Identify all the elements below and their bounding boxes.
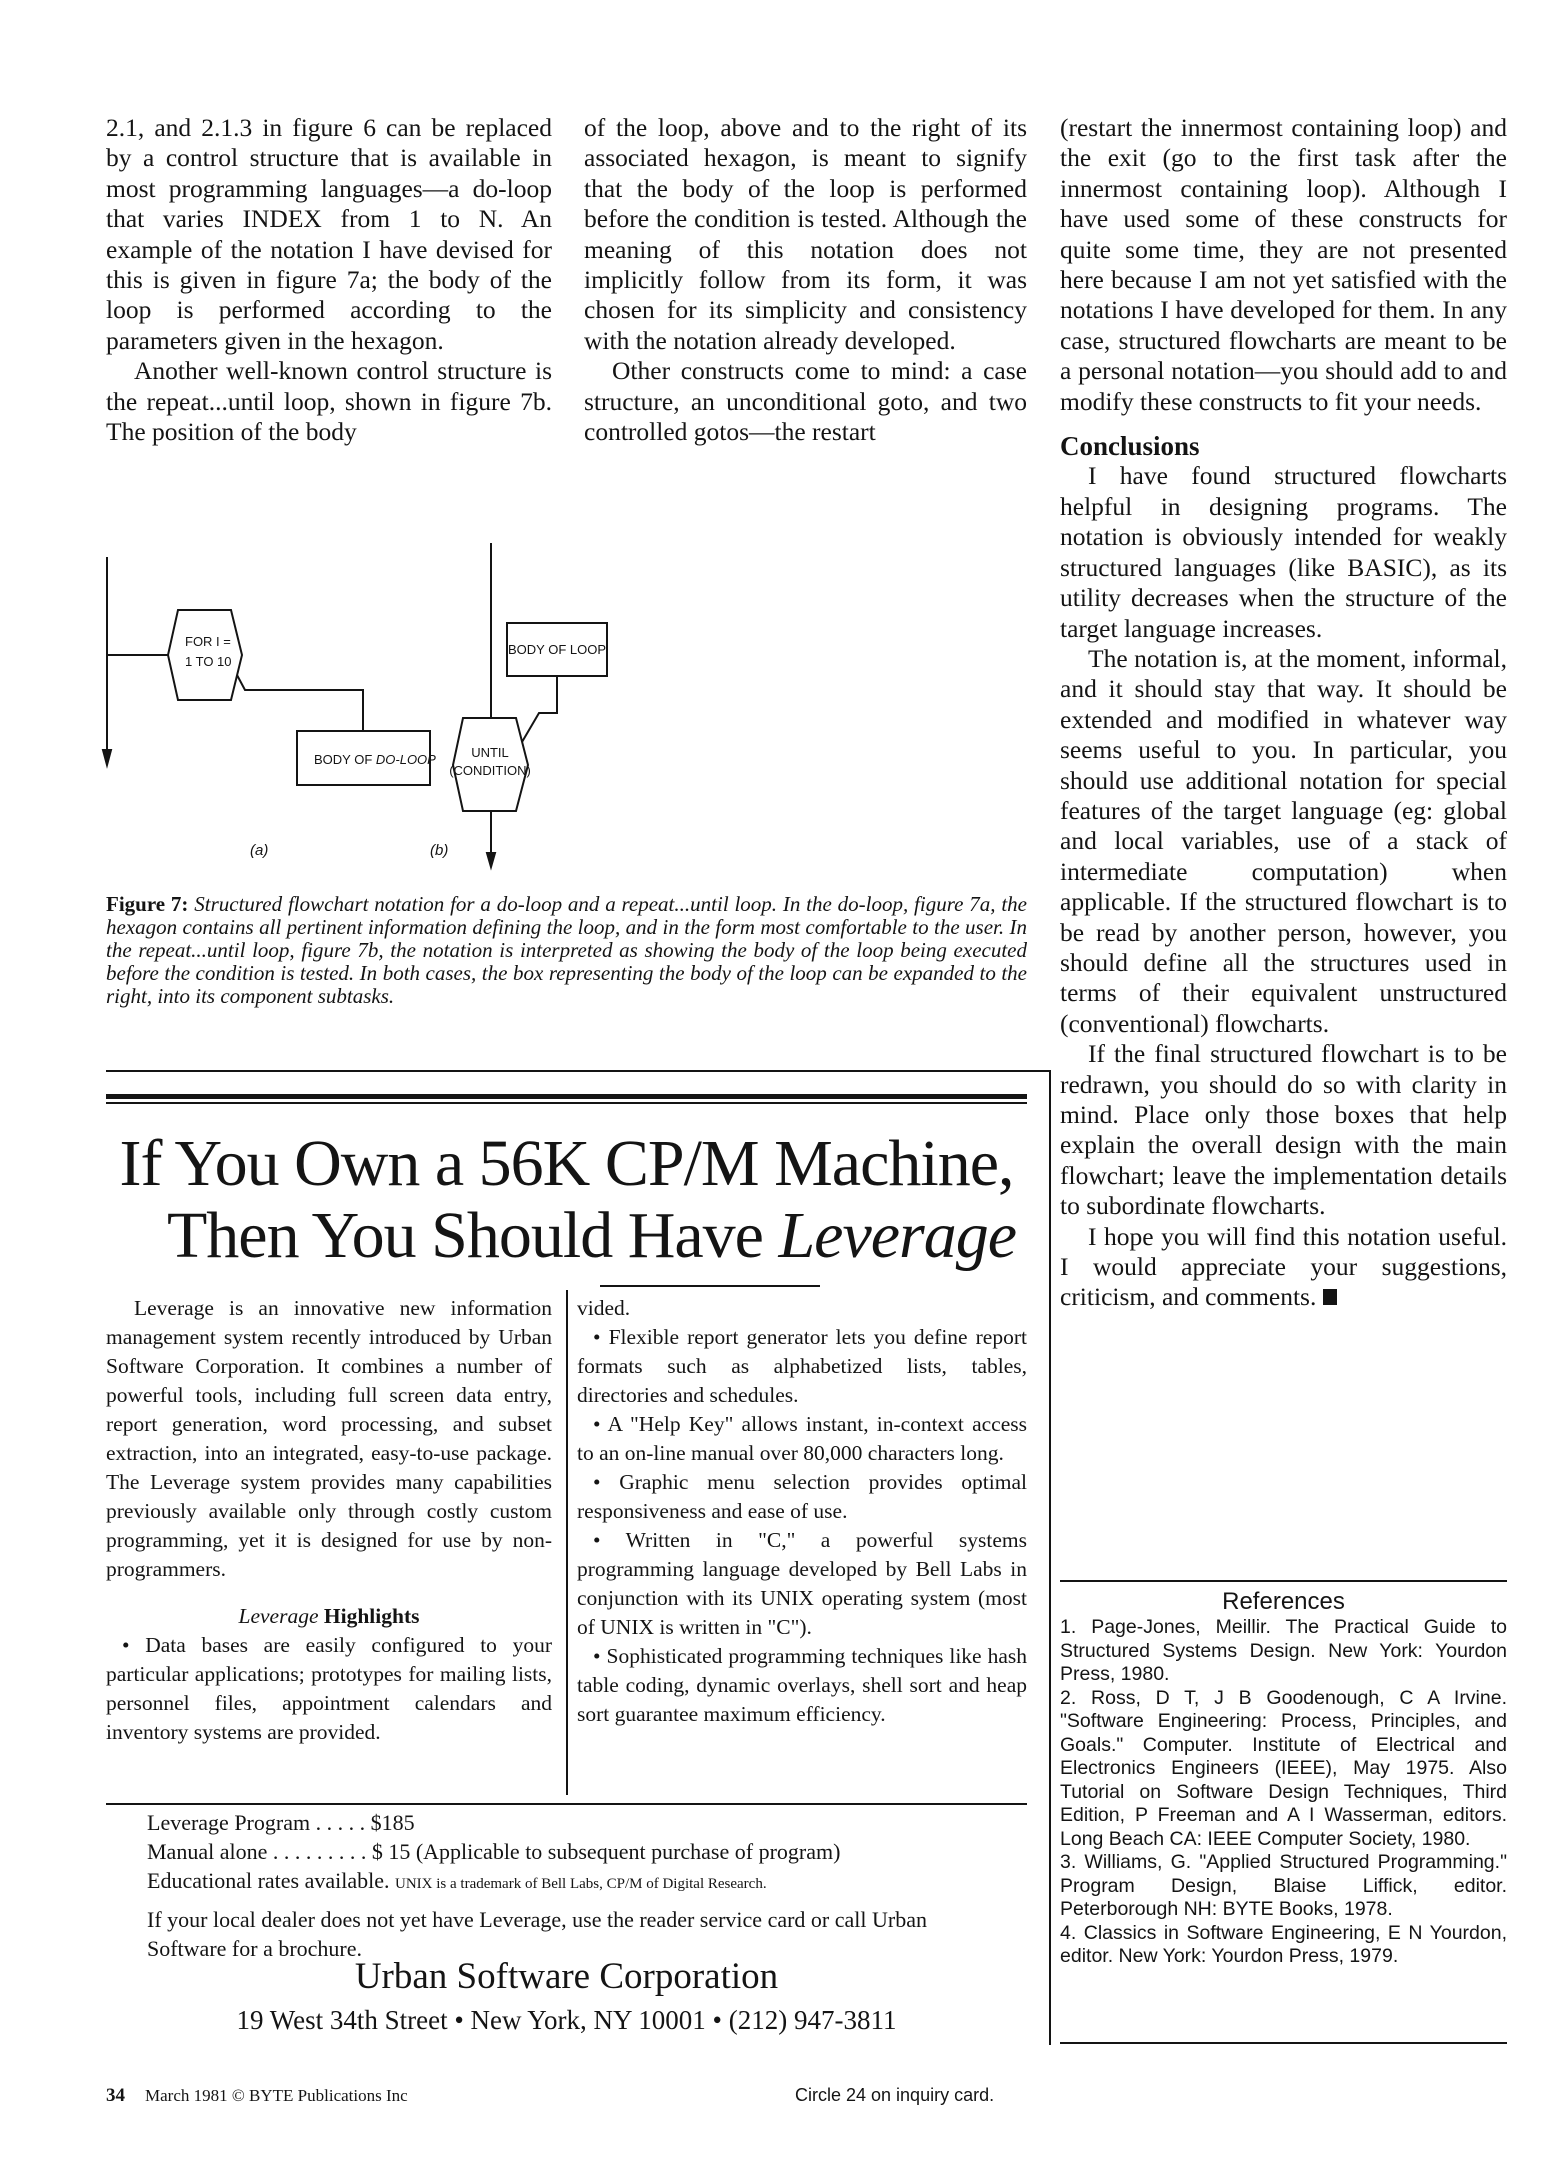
bullet: • Data bases are easily configured to your particular applications; prototypes for mailing lists, personnel files, appointment calendars and inventory systems are provided. xyxy=(106,1633,552,1744)
ad-column-2 xyxy=(577,1294,1027,1729)
page-number: 34 xyxy=(106,2085,125,2106)
paragraph xyxy=(1060,1222,1507,1313)
paragraph: Other constructs come to mind: a case structure, an unconditional goto, and two controlled gotos—the restart xyxy=(584,356,1027,447)
references-title: References xyxy=(1222,1588,1345,1615)
end-mark-icon xyxy=(1323,1289,1337,1305)
divider xyxy=(1060,2042,1507,2044)
article-column-3 xyxy=(1060,113,1507,1313)
ad-intro: Leverage is an innovative new information management system recently introduced by Urban Software Corporation. It combines a number of powerful tools, including full screen data entry, report generation, word processing, and subset extraction, into an integrated, easy-to-use package. The Leverage system provides many capabilities previously available only through costly custom programming, yet it is designed for use by non-programmers. xyxy=(106,1296,552,1581)
paragraph: The notation is, at the moment, informal, and it should stay that way. It should be extended and modified in whatever way seems useful to you. In particular, you should use additional notation for special features of the target language (eg: global and local variables, use of a stack of intermediate computation) when applicable. If the structured flowchart is to be read by another person, however, you should define all the structures used in terms of their equivalent unstructured (conventional) flowcharts. xyxy=(1060,643,1507,1038)
bullet: • Graphic menu selection provides optimal responsiveness and ease of use. xyxy=(577,1470,1027,1523)
paragraph: 2.1, and 2.1.3 in figure 6 can be replaced by a control structure that is available in most programming languages—a do-loop that varies INDEX from 1 to N. An example of the notation I have devised for this is given in figure 7a; the body of the loop is performed according to the parameters given in the hexagon. xyxy=(106,113,552,355)
bullet: • Sophisticated programming techniques like hash table coding, dynamic overlays, shell sort and heap sort guarantee maximum efficiency. xyxy=(577,1644,1027,1726)
ad-headline xyxy=(106,1128,1027,1272)
divider xyxy=(600,1285,820,1287)
highlights-heading: Leverage Highlights xyxy=(238,1604,420,1628)
reference-item: 1. Page-Jones, Meillir. The Practical Guide to Structured Systems Design. New York: Yourdon Press, 1980. xyxy=(1060,1616,1507,1685)
paragraph: Another well-known control structure is the repeat...until loop, shown in figure 7b. The position of the body xyxy=(106,356,552,447)
section-heading: Conclusions xyxy=(1060,431,1200,462)
headline-line2: Then You Should Have Leverage xyxy=(166,1199,1017,1272)
divider xyxy=(106,1070,1051,1072)
hex-a-line1: FOR I = xyxy=(185,634,231,649)
paragraph: If the final structured flowchart is to be redrawn, you should do so with clarity in mind. Place only those boxes that help explain the overall design with the main flowchart; leave the implementation details to subordinate flowcharts. xyxy=(1060,1039,1507,1221)
ad-top-rule xyxy=(106,1094,1027,1099)
bullet: • Flexible report generator lets you define report formats such as alphabetized lists, tables, directories and schedules. xyxy=(577,1325,1027,1407)
price-manual: Manual alone . . . . . . . . . $ 15 (Applicable to subsequent purchase of program) xyxy=(147,1839,841,1864)
label-b: (b) xyxy=(430,842,449,859)
flow-line xyxy=(237,675,363,731)
ad-top-rule xyxy=(106,1102,1027,1104)
caption-text: Structured flowchart notation for a do-loop and a repeat...until loop. In the do-loop, figure 7a, the hexagon contains all pertinent information defining the loop, and in the form most comfortable to the user. In the repeat...until loop, figure 7b, the notation is interpreted as showing the body of the loop being executed before the condition is tested. In both cases, the box representing the body of the loop can be expanded to the right, into its component subtasks. xyxy=(106,892,1027,1008)
figure-caption xyxy=(106,893,1027,1008)
paragraph: of the loop, above and to the right of its associated hexagon, is meant to signify that the body of the loop is performed before the condition is tested. Although the meaning of this notation does not implicitly follow from its form, it was chosen for its simplicity and consistency with the notation already developed. xyxy=(584,113,1027,355)
references xyxy=(1060,1588,1507,1969)
bullet-continued: vided. xyxy=(577,1296,631,1320)
box-a-label: BODY OF DO-LOOP xyxy=(314,752,436,767)
paragraph: I have found structured flowcharts helpful in designing programs. The notation is obviously intended for weakly structured languages (like BASIC), as its utility decreases when the structure of the target language increases. xyxy=(1060,461,1507,643)
hex-b-line1: UNTIL xyxy=(471,745,509,760)
divider xyxy=(1049,1070,1051,2045)
ad-column-1 xyxy=(106,1294,552,1747)
bullet: • Written in "C," a powerful systems programming language developed by Bell Labs in conjunction with its UNIX operating system (most of UNIX is written in "C"). xyxy=(577,1528,1027,1639)
headline-line1: If You Own a 56K CP/M Machine, xyxy=(119,1127,1014,1200)
bullet: • A "Help Key" allows instant, in-context access to an on-line manual over 80,000 characters long. xyxy=(577,1412,1027,1465)
figure-7-diagram xyxy=(100,520,1050,880)
arrow-down-icon xyxy=(487,853,495,867)
paragraph: (restart the innermost containing loop) and the exit (go to the first task after the innermost containing loop). Although I have used some of these constructs for quite some time, they are not presented here because I am not yet satisfied with the notations I have developed for them. In any case, structured flowcharts are meant to be a personal notation—you should add to and modify these constructs to fit your needs. xyxy=(1060,113,1507,416)
reference-item: 2. Ross, D T, J B Goodenough, C A Irvine. "Software Engineering: Process, Principles, and Goals." Computer. Institute of Electrical and Electronics Engineers (IEEE), May 1975. Also Tutorial on Software Design Techniques, Third Edition, P Freeman and A I Wasserman, editors. Long Beach CA: IEEE Computer Society, 1980. xyxy=(1060,1686,1507,1850)
divider xyxy=(1060,1580,1507,1582)
article-column-2 xyxy=(584,113,1027,447)
hex-b-line2: (CONDITION) xyxy=(449,763,531,778)
inquiry-note: Circle 24 on inquiry card. xyxy=(795,2085,995,2105)
issue-info: March 1981 © BYTE Publications Inc xyxy=(145,2086,408,2105)
caption-label: Figure 7: xyxy=(106,892,189,916)
label-a: (a) xyxy=(250,842,269,859)
educational-rates: Educational rates available. UNIX is a trademark of Bell Labs, CP/M of Digital Research. xyxy=(147,1868,767,1893)
company-address: 19 West 34th Street • New York, NY 10001 • (212) 947-3811 xyxy=(236,2005,897,2035)
footer-left xyxy=(106,2085,408,2107)
ad-pricing xyxy=(147,1808,1007,1963)
article-column-1 xyxy=(106,113,552,447)
price-program: Leverage Program . . . . . $185 xyxy=(147,1810,415,1835)
closing-text: I hope you will find this notation useful. I would appreciate your suggestions, criticism, and comments. xyxy=(1060,1221,1507,1312)
divider xyxy=(566,1290,568,1795)
flow-line xyxy=(522,676,557,742)
reference-item: 3. Williams, G. "Applied Structured Programming." Program Design, Blaise Liffick, editor. Peterborough NH: BYTE Books, 1978. xyxy=(1060,1851,1507,1920)
box-b-label: BODY OF LOOP xyxy=(507,642,607,657)
arrow-down-icon xyxy=(103,750,111,765)
reference-item: 4. Classics in Software Engineering, E N Yourdon, editor. New York: Yourdon Press, 1979. xyxy=(1060,1921,1507,1967)
hex-a-line2: 1 TO 10 xyxy=(185,654,232,669)
dealer-note: If your local dealer does not yet have Leverage, use the reader service card or call Urban Software for a brochure. xyxy=(147,1907,927,1961)
divider xyxy=(106,1803,1027,1805)
company-name: Urban Software Corporation xyxy=(354,1956,779,1997)
